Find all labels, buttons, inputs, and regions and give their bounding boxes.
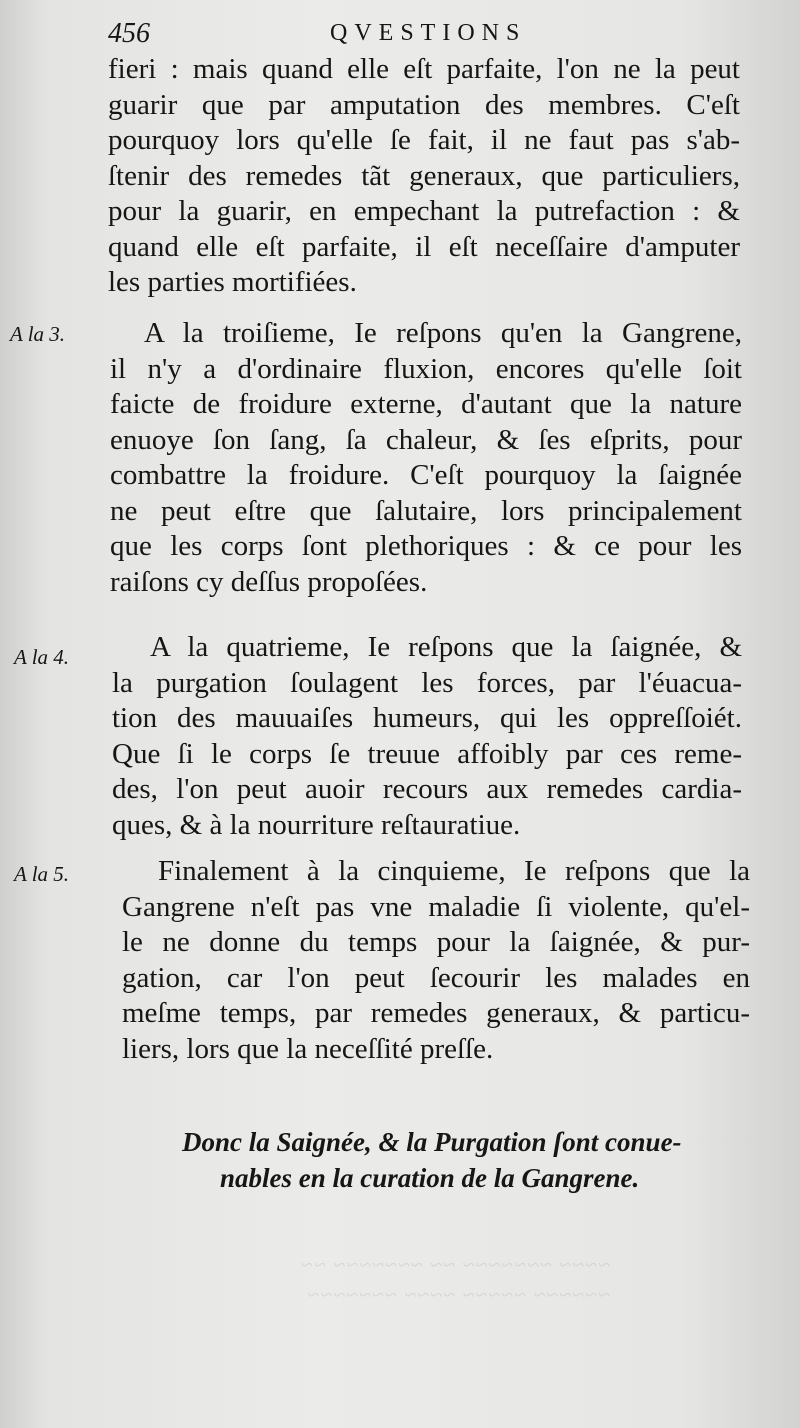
text-line: guarir que par amputation des membres. C'eſt [108,88,740,121]
margin-note-a-la-5: A la 5. [14,862,70,886]
text-line: ne peut eſtre que ſalutaire, lors principalement [110,494,742,527]
text-line: liers, lors que la neceſſité preſſe. [122,1032,494,1065]
text-line: Finalement à la cinquieme, Ie reſpons que la [158,855,750,887]
text-line: que les corps ſont plethoriques : & ce pour les [110,530,742,562]
conclusion [160,1124,720,1196]
text-line: faicte de froidure externe, d'autant que la nature [110,388,742,420]
text-line: pour la guarir, en empechant la putrefaction : & [108,195,740,227]
show-through-text: ~~~~ ~~~~~~~ ~~ ~~~~~~~ ~~ ~~~~~~ ~~~~~ ~~~~ ~~~~~~~ [300,1252,610,1307]
text-line: le ne donne du temps pour la ſaignée, & pur- [122,926,750,958]
text-line: tion des mauuaiſes humeurs, qui les oppreſſoiét. [112,702,742,734]
paragraph-2 [110,316,742,600]
text-line: ſtenir des remedes tãt generaux, que particuliers, [108,159,740,192]
text-line: des, l'on peut auoir recours aux remedes cardia- [112,773,742,805]
margin-note-a-la-4: A la 4. [14,645,70,669]
text-line: Gangrene n'eſt pas vne maladie ſi violente, qu'el- [122,890,750,923]
text-line: il n'y a d'ordinaire fluxion, encores qu'elle ſoit [110,352,742,385]
conclusion-line: Donc la Saignée, & la Purgation ſont conue- [182,1127,682,1157]
text-line: combattre la froidure. C'eſt pourquoy la ſaignée [110,459,742,491]
paragraph-3 [112,630,742,843]
page-header [0,14,800,54]
paragraph-4 [122,854,750,1067]
text-line: A la quatrieme, Ie reſpons que la ſaignée, & [150,631,742,663]
text-line: raiſons cy deſſus propoſées. [110,565,428,598]
page-number: 456 [108,18,150,49]
text-line: fieri : mais quand elle eſt parfaite, l'on ne la peut [108,53,740,85]
paragraph-1 [108,52,740,301]
text-line: Que ſi le corps ſe treuue affoibly par ces reme- [112,737,742,770]
text-line: enuoye ſon ſang, ſa chaleur, & ſes eſprits, pour [110,423,742,456]
running-head: QVESTIONS [330,20,527,46]
text-line: gation, car l'on peut ſecourir les malades en [122,961,750,994]
conclusion-line: nables en la curation de la Gangrene. [220,1163,640,1193]
margin-note-a-la-3: A la 3. [10,322,66,346]
text-line: meſme temps, par remedes generaux, & particu- [122,997,750,1029]
text-line: A la troiſieme, Ie reſpons qu'en la Gangrene, [144,317,742,349]
text-line: les parties mortifiées. [108,266,357,298]
text-line: pourquoy lors qu'elle ſe fait, il ne faut pas s'ab- [108,124,740,156]
text-line: ques, & à la nourriture reſtauratiue. [112,808,521,841]
text-line: quand elle eſt parfaite, il eſt neceſſaire d'amputer [108,230,740,263]
text-line: la purgation ſoulagent les forces, par l'éuacua- [112,666,742,699]
